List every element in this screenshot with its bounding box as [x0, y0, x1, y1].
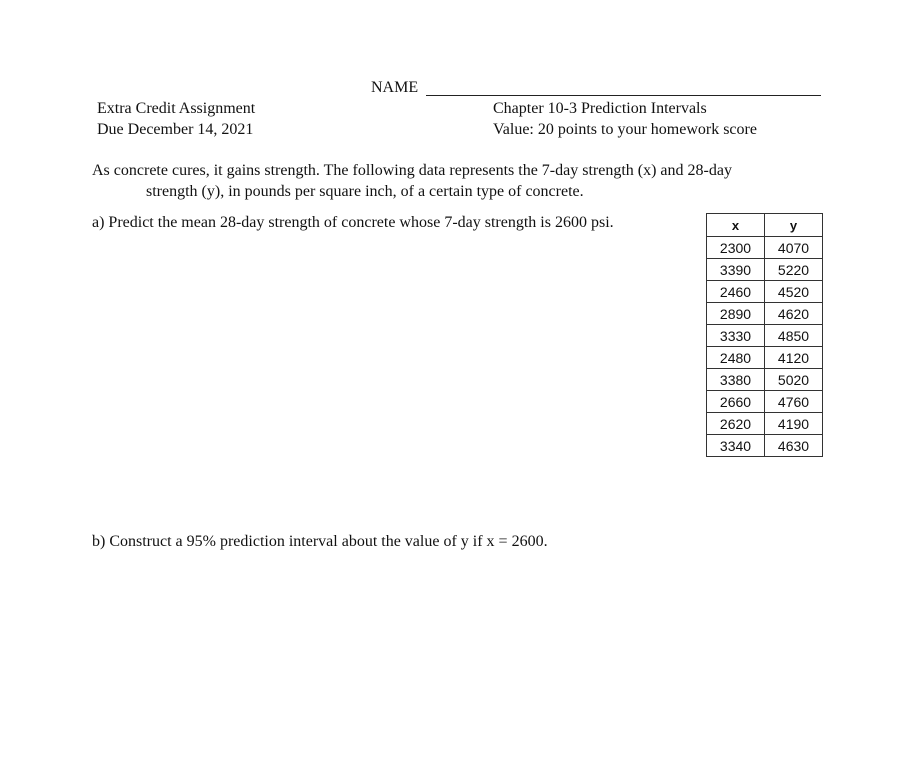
table-row [707, 325, 823, 347]
cell-y: 4070 [765, 237, 823, 259]
cell-y: 4850 [765, 325, 823, 347]
cell-x: 2660 [707, 391, 765, 413]
chapter-title: Chapter 10-3 Prediction Intervals [493, 100, 707, 117]
intro-line-1: As concrete cures, it gains strength. The following data represents the 7-day strength (x) and 28-day [92, 162, 732, 179]
table-row [707, 391, 823, 413]
cell-y: 4630 [765, 435, 823, 457]
table-row [707, 369, 823, 391]
name-underline [426, 95, 821, 96]
column-header-y: y [765, 214, 823, 237]
cell-x: 3330 [707, 325, 765, 347]
name-label: NAME [371, 79, 419, 96]
cell-y: 4120 [765, 347, 823, 369]
cell-x: 3390 [707, 259, 765, 281]
due-date: Due December 14, 2021 [97, 121, 254, 138]
cell-y: 4190 [765, 413, 823, 435]
question-b: b) Construct a 95% prediction interval about the value of y if x = 2600. [92, 533, 548, 550]
problem-intro [92, 160, 822, 202]
cell-y: 5020 [765, 369, 823, 391]
question-a: a) Predict the mean 28-day strength of concrete whose 7-day strength is 2600 psi. [92, 214, 614, 231]
column-header-x: x [707, 214, 765, 237]
cell-x: 2480 [707, 347, 765, 369]
cell-x: 2890 [707, 303, 765, 325]
cell-y: 4520 [765, 281, 823, 303]
cell-x: 2620 [707, 413, 765, 435]
cell-x: 2460 [707, 281, 765, 303]
point-value: Value: 20 points to your homework score [493, 121, 757, 138]
cell-y: 4760 [765, 391, 823, 413]
table-header-row [707, 214, 823, 237]
table-row [707, 281, 823, 303]
cell-x: 3340 [707, 435, 765, 457]
cell-y: 5220 [765, 259, 823, 281]
table-row [707, 347, 823, 369]
cell-x: 3380 [707, 369, 765, 391]
cell-y: 4620 [765, 303, 823, 325]
table-body [707, 237, 823, 457]
data-table [706, 213, 823, 457]
table-row [707, 435, 823, 457]
table-row [707, 237, 823, 259]
intro-line-2: strength (y), in pounds per square inch, of a certain type of concrete. [146, 183, 584, 200]
table-row [707, 413, 823, 435]
table-row [707, 303, 823, 325]
table-row [707, 259, 823, 281]
assignment-title: Extra Credit Assignment [97, 100, 256, 117]
cell-x: 2300 [707, 237, 765, 259]
